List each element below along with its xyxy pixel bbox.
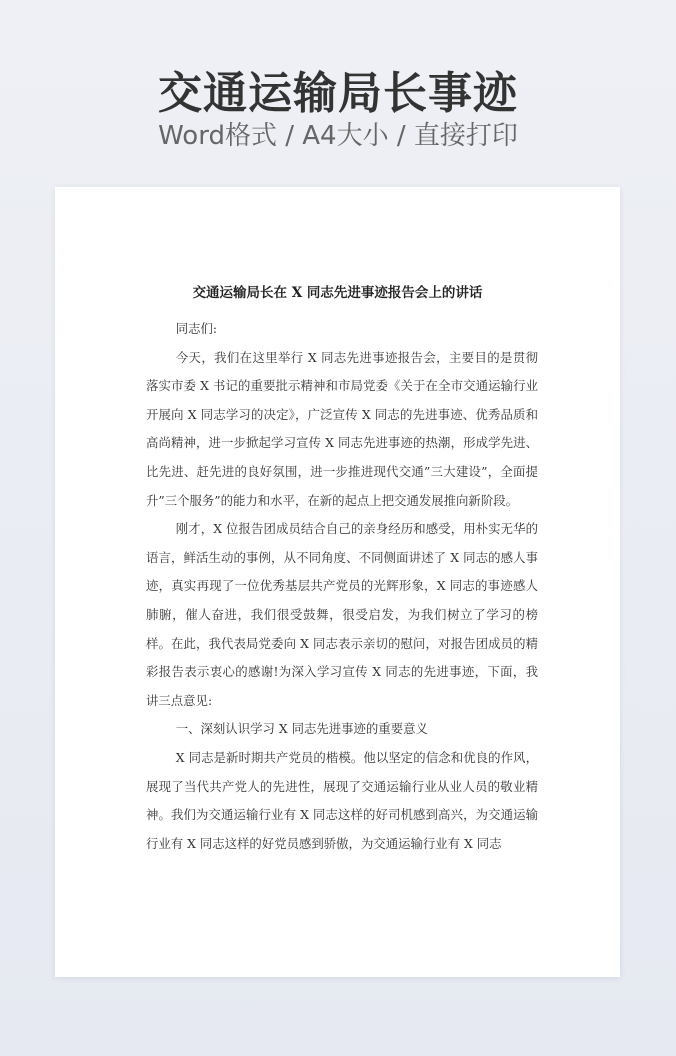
document-paragraph: X 同志是新时期共产党员的楷模。他以坚定的信念和优良的作风，展现了当代共产党人的先进性，展现了交通运输行业从业人员的敬业精神。我们为交通运输行业有 X 同志这样的好司机感到高兴，为交通运输行业有 X 同志这样的好党员感到骄傲，为交通运输行业有 X 同志 bbox=[146, 749, 538, 851]
banner-subtitle: Word格式 / A4大小 / 直接打印 bbox=[158, 121, 518, 151]
document-page bbox=[55, 187, 620, 977]
document-paragraph-salutation: 同志们: bbox=[175, 321, 218, 336]
banner-title: 交通运输局长事迹 bbox=[158, 68, 518, 119]
document-title: 交通运输局长在 X 同志先进事迹报告会上的讲话 bbox=[192, 285, 483, 301]
document-body bbox=[146, 315, 538, 858]
document-paragraph: 刚才，X 位报告团成员结合自己的亲身经历和感受，用朴实无华的语言，鲜活生动的事例，从不同角度、不同侧面讲述了 X 同志的感人事迹，真实再现了一位优秀基层共产党员的光辉形象，X 同志的事迹感人肺腑，催人奋进，我们很受鼓舞，很受启发，为我们树立了学习的榜样。在此，我代表局党委向 X 同志表示亲切的慰问，对报告团成员的精彩报告表示衷心的感谢!为深入学习宣传 X 同志的先进事迹，下面，我讲三点意见: bbox=[146, 521, 538, 708]
document-section-heading: 一、深刻认识学习 X 同志先进事迹的重要意义 bbox=[175, 721, 428, 737]
document-paragraph: 今天，我们在这里举行 X 同志先进事迹报告会，主要目的是贯彻落实市委 X 书记的重要批示精神和市局党委《关于在全市交通运输行业开展向 X 同志学习的决定》，广泛宣传 X 同志的先进事迹、优秀品质和高尚精神，进一步掀起学习宣传 X 同志先进事迹的热潮，形成学先进、比先进、赶先进的良好氛围，进一步推进现代交通”三大建设”，全面提升”三个服务”的能力和水平，在新的起点上把交通发展推向新阶段。 bbox=[146, 349, 538, 508]
